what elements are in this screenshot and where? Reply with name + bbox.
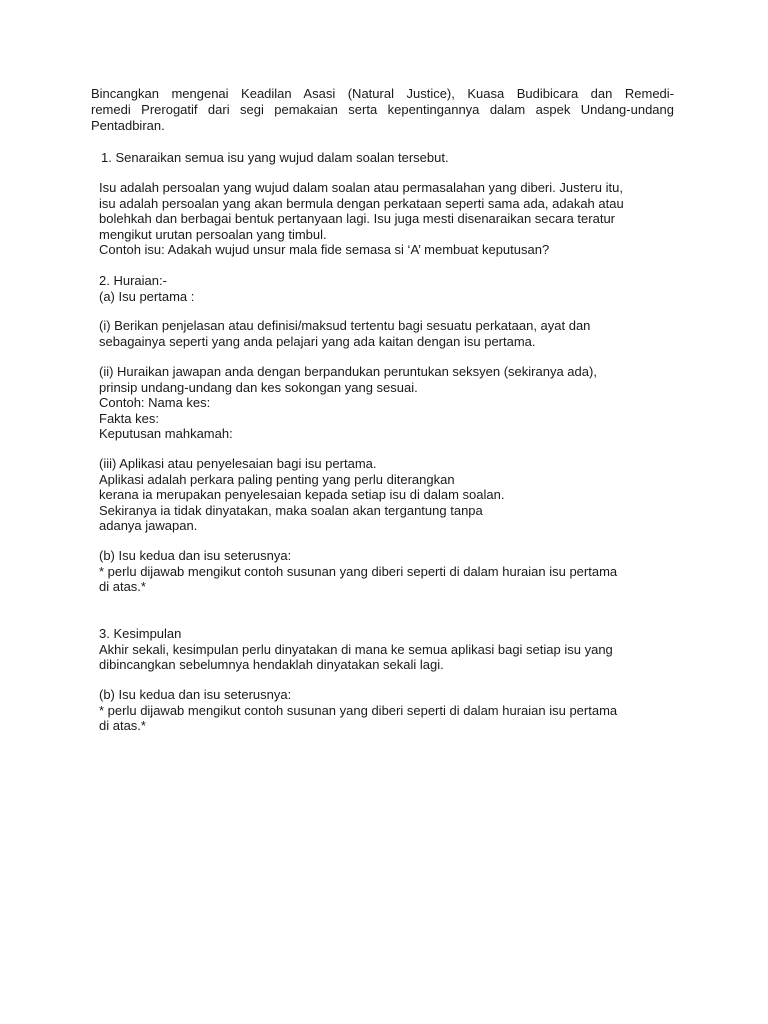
paragraph-line: Sekiranya ia tidak dinyatakan, maka soalan akan tergantung tanpa [99, 502, 483, 518]
step3-part-b [99, 687, 699, 734]
issue-b-title: (b) Isu kedua dan isu seterusnya: [99, 687, 292, 702]
paragraph-line: sebagainya seperti yang anda pelajari yang ada kaitan dengan isu pertama. [99, 333, 536, 349]
step3-title: 3. Kesimpulan [99, 626, 182, 641]
paragraph-line: dibincangkan sebelumnya hendaklah dinyatakan sekali lagi. [99, 657, 444, 672]
step1-heading-text: 1. Senaraikan semua isu yang wujud dalam soalan tersebut. [101, 150, 449, 165]
step3-conclusion [99, 626, 699, 673]
paragraph-line: di atas.* [99, 579, 146, 594]
step1-paragraph [99, 180, 699, 258]
intro-question [91, 86, 674, 134]
step2-heading [99, 273, 699, 304]
paragraph-line: bolehkah dan berbagai bentuk pertanyaan lagi. Isu juga mesti disenaraikan secara teratur [99, 211, 616, 226]
step2-part-iii [99, 456, 699, 534]
paragraph-line: (ii) Huraikan jawapan anda dengan berpandukan peruntukan seksyen (sekiranya ada), [99, 364, 597, 379]
paragraph-line: prinsip undang-undang dan kes sokongan yang sesuai. [99, 379, 418, 395]
paragraph-line: mengikut urutan persoalan yang timbul. [99, 226, 327, 242]
paragraph-line: adanya jawapan. [99, 518, 198, 533]
intro-line: Bincangkan mengenai Keadilan Asasi (Natural Justice), Kuasa Budibicara dan Remedi- [91, 86, 674, 101]
step2-part-b [99, 548, 699, 595]
paragraph-line: * perlu dijawab mengikut contoh susunan yang diberi seperti di dalam huraian isu pertama [99, 563, 618, 579]
paragraph-line: Akhir sekali, kesimpulan perlu dinyatakan di mana ke semua aplikasi bagi setiap isu yang [99, 641, 613, 657]
court-decision-line: Keputusan mahkamah: [99, 426, 233, 441]
step2-part-ii [99, 364, 699, 442]
case-facts-line: Fakta kes: [99, 410, 159, 426]
paragraph-line: isu adalah persoalan yang akan bermula dengan perkataan seperti sama ada, adakah atau [99, 195, 624, 211]
paragraph-line: di atas.* [99, 718, 146, 733]
example-issue-line: Contoh isu: Adakah wujud unsur mala fide semasa si ‘A’ membuat keputusan? [99, 242, 550, 257]
issue-a-title: (a) Isu pertama : [99, 288, 195, 304]
paragraph-line: (i) Berikan penjelasan atau definisi/maksud tertentu bagi sesuatu perkataan, ayat dan [99, 318, 591, 333]
paragraph-line: (iii) Aplikasi atau penyelesaian bagi isu pertama. [99, 456, 377, 471]
intro-line: remedi Prerogatif dari segi pemakaian serta kepentingannya dalam aspek Undang-undang [91, 102, 674, 117]
step2-title: 2. Huraian:- [99, 273, 167, 288]
case-name-line: Contoh: Nama kes: [99, 395, 211, 410]
paragraph-line: kerana ia merupakan penyelesaian kepada setiap isu di dalam soalan. [99, 487, 505, 502]
step1-heading [99, 150, 699, 166]
paragraph-line: Aplikasi adalah perkara paling penting yang perlu diterangkan [99, 471, 455, 487]
paragraph-line: Isu adalah persoalan yang wujud dalam soalan atau permasalahan yang diberi. Justeru itu, [99, 180, 623, 195]
paragraph-line: * perlu dijawab mengikut contoh susunan yang diberi seperti di dalam huraian isu pertama [99, 702, 618, 718]
step2-part-i [99, 318, 699, 349]
intro-line: Pentadbiran. [91, 118, 165, 133]
issue-b-title: (b) Isu kedua dan isu seterusnya: [99, 548, 292, 563]
